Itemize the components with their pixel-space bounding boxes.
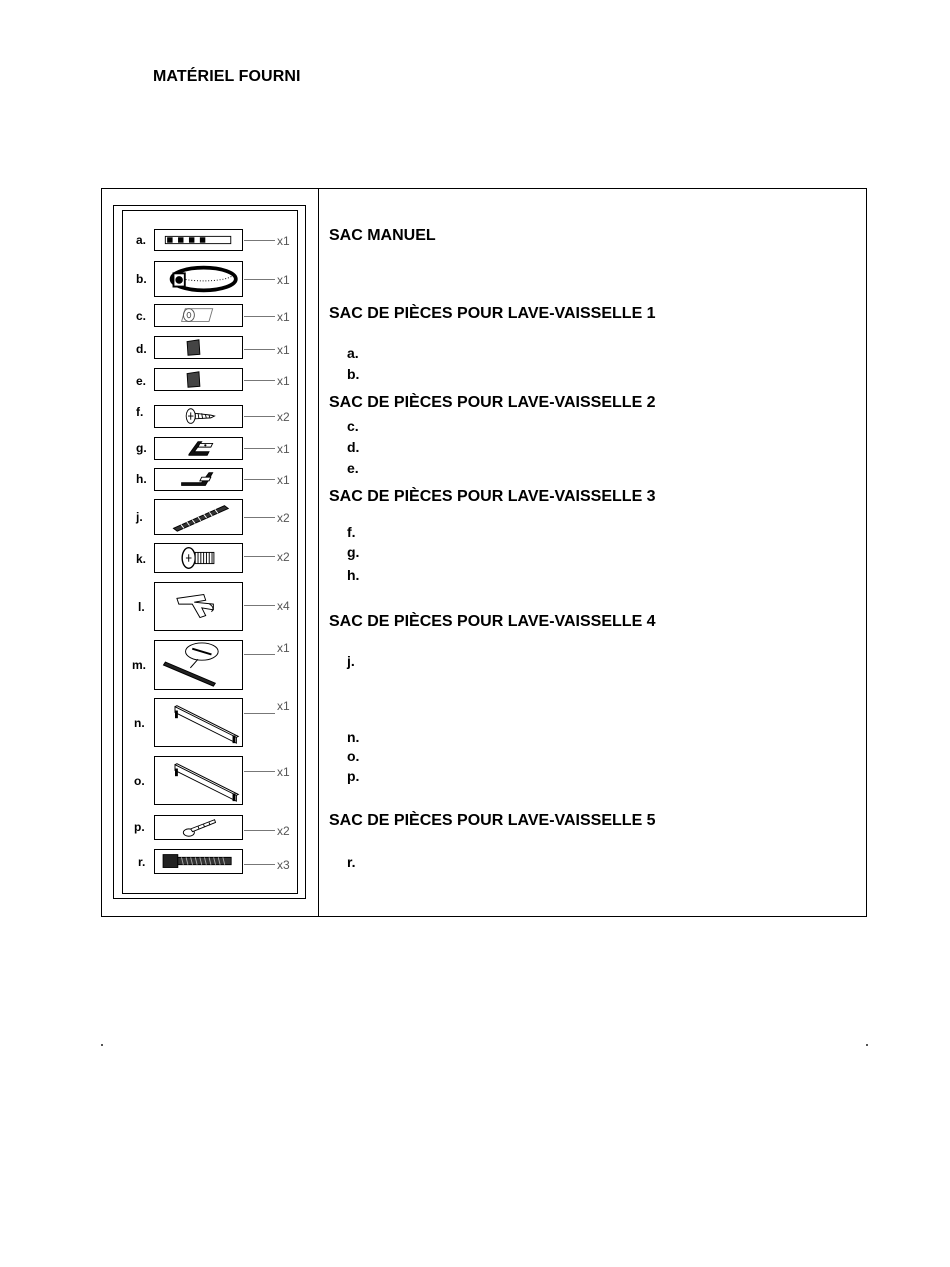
bag-heading-manual: SAC MANUEL — [329, 227, 436, 244]
part-letter-j: j. — [136, 510, 143, 524]
part-qty-a: x1 — [277, 234, 290, 248]
part-o-box — [154, 756, 243, 805]
hose-clamp-icon — [155, 262, 242, 296]
pad-icon — [155, 369, 242, 390]
leader-line — [244, 380, 275, 381]
bolt-icon — [155, 544, 242, 572]
part-letter-k: k. — [136, 552, 147, 566]
part-qty-o: x1 — [277, 765, 290, 779]
pad-icon — [155, 337, 242, 358]
part-letter-e: e. — [136, 374, 147, 388]
leader-line — [244, 864, 275, 865]
leader-line — [244, 479, 275, 480]
bag-4-item: n. — [347, 729, 360, 745]
leader-line — [244, 416, 275, 417]
cable-tie-strip-icon — [155, 230, 242, 250]
part-letter-b: b. — [136, 272, 147, 286]
rolled-tape-icon — [155, 305, 242, 326]
leader-line — [244, 605, 275, 606]
part-letter-f: f. — [136, 405, 144, 419]
part-h-box — [154, 468, 243, 491]
part-r-box — [154, 849, 243, 874]
leader-line — [244, 279, 275, 280]
bracket-icon — [155, 438, 242, 459]
long-screw-icon — [155, 500, 242, 534]
bag-3-item: g. — [347, 544, 360, 560]
bag-4-item: o. — [347, 748, 360, 764]
part-l-box — [154, 582, 243, 631]
bag-heading-4: SAC DE PIÈCES POUR LAVE-VAISSELLE 4 — [329, 613, 656, 630]
part-f-box — [154, 405, 243, 428]
leader-line — [244, 830, 275, 831]
leader-line — [244, 316, 275, 317]
leader-line — [244, 713, 275, 714]
leader-line — [244, 349, 275, 350]
leader-line — [244, 240, 275, 241]
leader-line — [244, 556, 275, 557]
bag-1-item: b. — [347, 366, 360, 382]
part-a-box — [154, 229, 243, 251]
scan-dot — [866, 1044, 868, 1046]
panel-icon — [155, 699, 242, 746]
part-letter-n: n. — [134, 716, 145, 730]
leader-line — [244, 448, 275, 449]
bag-heading-1: SAC DE PIÈCES POUR LAVE-VAISSELLE 1 — [329, 305, 656, 322]
part-letter-a: a. — [136, 233, 147, 247]
part-qty-k: x2 — [277, 550, 290, 564]
part-letter-o: o. — [134, 774, 145, 788]
part-letter-g: g. — [136, 441, 147, 455]
part-qty-r: x3 — [277, 858, 290, 872]
part-m-box — [154, 640, 243, 690]
part-qty-e: x1 — [277, 374, 290, 388]
part-qty-n: x1 — [277, 699, 290, 713]
clip-icon — [155, 583, 242, 630]
panel-icon — [155, 757, 242, 804]
part-b-box — [154, 261, 243, 297]
part-qty-c: x1 — [277, 310, 290, 324]
table-divider — [318, 188, 319, 917]
part-letter-m: m. — [132, 658, 147, 672]
part-d-box — [154, 336, 243, 359]
bag-4-item: j. — [347, 653, 355, 669]
part-p-box — [154, 815, 243, 840]
part-letter-d: d. — [136, 342, 147, 356]
part-qty-l: x4 — [277, 599, 290, 613]
bag-2-item: e. — [347, 460, 359, 476]
scan-dot — [101, 1044, 103, 1046]
part-c-box — [154, 304, 243, 327]
part-qty-h: x1 — [277, 473, 290, 487]
part-qty-f: x2 — [277, 410, 290, 424]
leader-line — [244, 771, 275, 772]
bag-2-item: c. — [347, 418, 359, 434]
bag-1-item: a. — [347, 345, 359, 361]
bag-3-item: f. — [347, 524, 356, 540]
part-j-box — [154, 499, 243, 535]
leader-line — [244, 517, 275, 518]
pin-icon — [155, 816, 242, 839]
part-qty-p: x2 — [277, 824, 290, 838]
part-e-box — [154, 368, 243, 391]
part-qty-j: x2 — [277, 511, 290, 525]
part-n-box — [154, 698, 243, 747]
part-qty-b: x1 — [277, 273, 290, 287]
part-letter-h: h. — [136, 472, 147, 486]
part-k-box — [154, 543, 243, 573]
bag-4-item: p. — [347, 768, 360, 784]
bag-heading-2: SAC DE PIÈCES POUR LAVE-VAISSELLE 2 — [329, 394, 656, 411]
bracket-icon — [155, 469, 242, 490]
part-qty-m: x1 — [277, 641, 290, 655]
bag-5-item: r. — [347, 854, 356, 870]
page-title: MATÉRIEL FOURNI — [153, 68, 301, 85]
bag-heading-3: SAC DE PIÈCES POUR LAVE-VAISSELLE 3 — [329, 488, 656, 505]
leveling-leg-icon — [155, 850, 242, 873]
bag-heading-5: SAC DE PIÈCES POUR LAVE-VAISSELLE 5 — [329, 812, 656, 829]
part-qty-d: x1 — [277, 343, 290, 357]
bag-2-item: d. — [347, 439, 360, 455]
leader-line — [244, 654, 275, 655]
bag-3-item: h. — [347, 567, 360, 583]
part-g-box — [154, 437, 243, 460]
part-letter-l: l. — [138, 600, 145, 614]
part-qty-g: x1 — [277, 442, 290, 456]
screw-icon — [155, 406, 242, 427]
seal-strip-icon — [155, 641, 242, 689]
part-letter-p: p. — [134, 820, 145, 834]
part-letter-r: r. — [138, 855, 146, 869]
part-letter-c: c. — [136, 309, 147, 323]
